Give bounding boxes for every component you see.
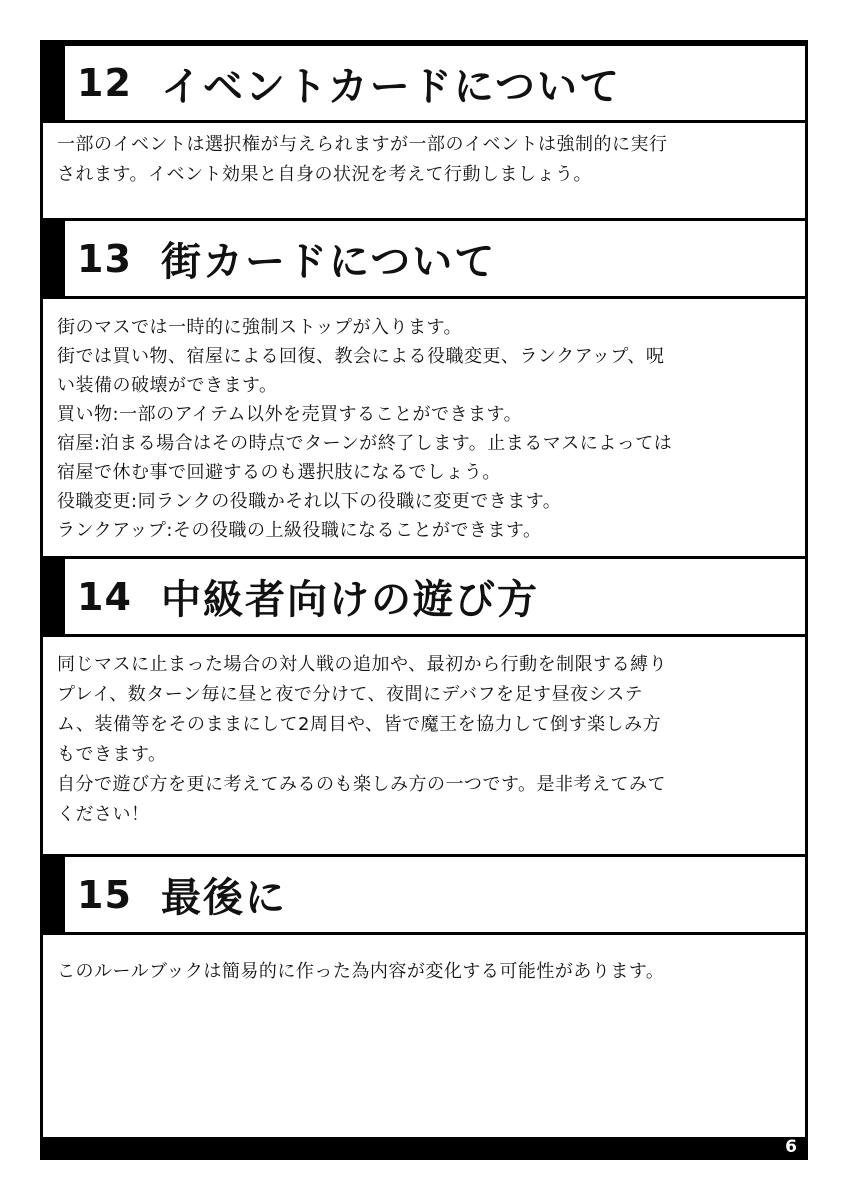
body-line: 宿屋:泊まる場合はその時点でターンが終了します。止まるマスによっては	[57, 433, 673, 454]
section-12-body	[57, 130, 793, 190]
body-line: 宿屋で休む事で回避するのも選択肢になるでしょう。	[57, 462, 501, 483]
body-line: 街のマスでは一時的に強制ストップが入ります。	[57, 317, 463, 338]
body-line: 買い物:一部のアイテム以外を売買することができます。	[57, 404, 523, 425]
body-line: 役職変更:同ランクの役職かそれ以下の役職に変更できます。	[57, 491, 562, 512]
body-line: 街では買い物、宿屋による回復、教会による役職変更、ランクアップ、呪	[57, 346, 665, 367]
body-line: プレイ、数ターン毎に昼と夜で分けて、夜間にデバフを足す昼夜システ	[57, 684, 644, 705]
section-14-heading	[43, 556, 805, 637]
section-12-title: イベントカードについて	[161, 63, 621, 110]
section-14-number: 14	[77, 574, 132, 619]
body-line: もできます。	[57, 744, 167, 765]
section-13-number: 13	[77, 236, 132, 281]
body-line: ランクアップ:その役職の上級役職になることができます。	[57, 520, 542, 541]
page-frame	[40, 40, 808, 1160]
body-line: 一部のイベントは選択権が与えられますが一部のイベントは強制的に実行	[57, 134, 668, 155]
section-13-heading	[43, 218, 805, 299]
body-line: されます。イベント効果と自身の状況を考えて行動しましょう。	[57, 164, 593, 185]
section-13-title: 街カードについて	[161, 239, 497, 285]
section-15-number: 15	[77, 872, 132, 917]
body-line: 自分で遊び方を更に考えてみるのも楽しみ方の一つです。是非考えてみて	[57, 774, 667, 795]
body-line: このルールブックは簡易的に作った為内容が変化する可能性があります。	[57, 961, 665, 982]
section-14-body	[57, 650, 793, 830]
section-15-heading	[43, 854, 805, 935]
body-line: 同じマスに止まった場合の対人戦の追加や、最初から行動を制限する縛り	[57, 654, 668, 675]
section-15-body	[57, 957, 793, 987]
section-13-body	[57, 313, 793, 545]
footer-bar	[43, 1137, 805, 1157]
body-line: い装備の破壊ができます。	[57, 375, 278, 396]
body-line: ム、装備等をそのままにして2周目や、皆で魔王を協力して倒す楽しみ方	[57, 714, 662, 735]
section-14-title: 中級者向けの遊び方	[161, 577, 539, 623]
section-15-title: 最後に	[161, 875, 287, 921]
section-12-number: 12	[77, 61, 132, 105]
page-number: 6	[785, 1137, 797, 1157]
body-line: ください！	[57, 804, 150, 825]
section-12-heading	[43, 43, 805, 123]
